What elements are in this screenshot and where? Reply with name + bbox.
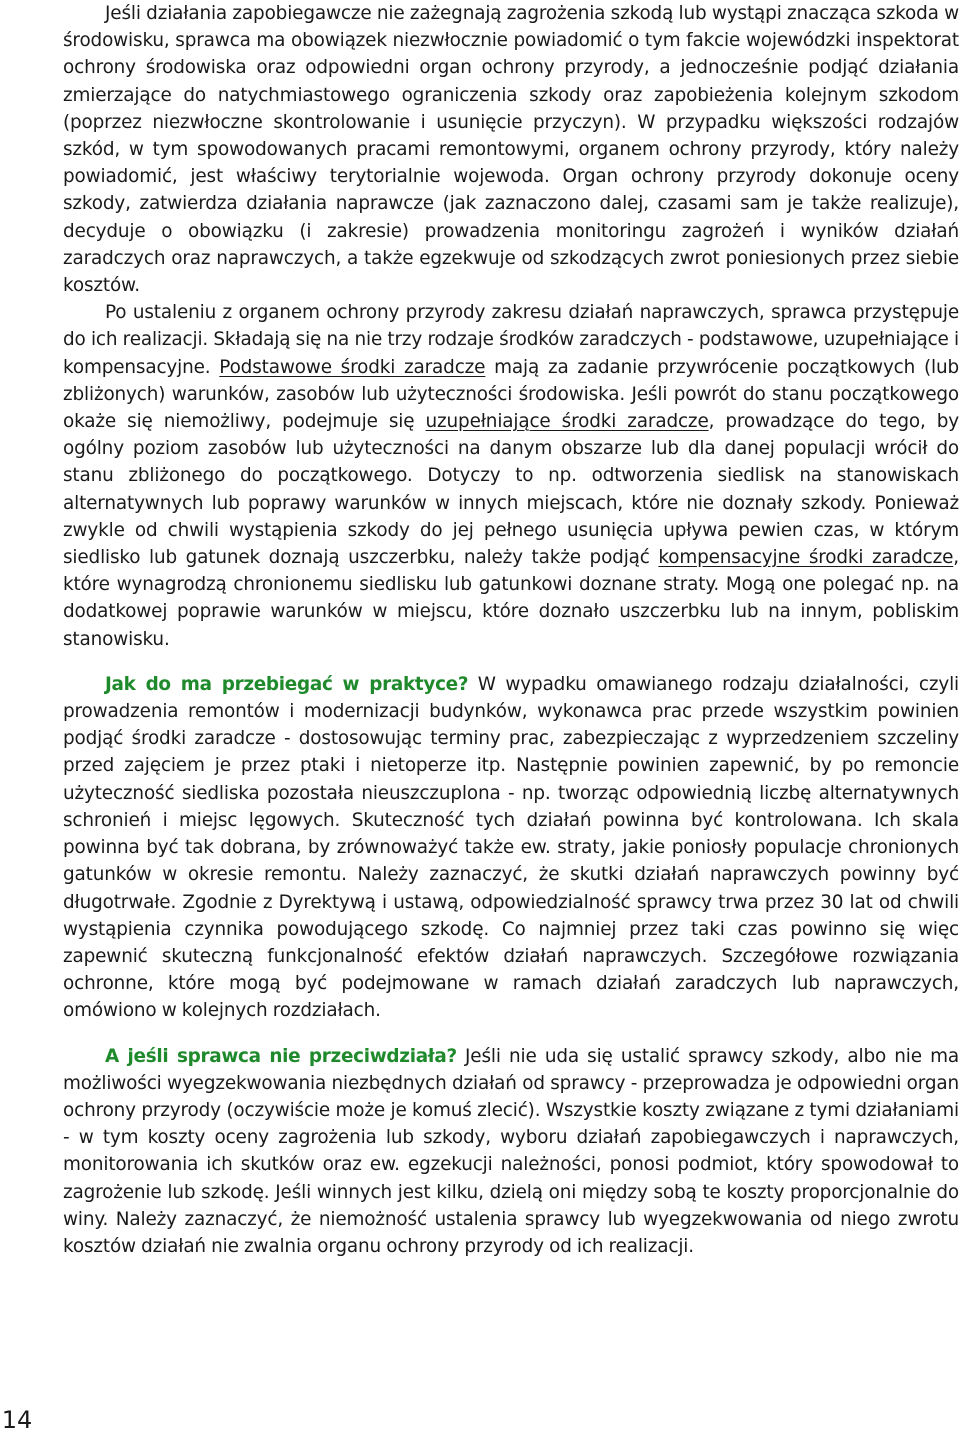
lead-heading-if-no-action: A jeśli sprawca nie przeciwdziała? bbox=[105, 1045, 457, 1067]
paragraph-text: Jeśli nie uda się ustalić sprawcy szkody, albo nie ma możliwości wyegzekwowania niezbędnych działań od sprawcy - przeprowadza je odpowiedni organ ochrony przyrody (oczywiście może je komuś zlecić). Wszystkie koszty związane z tymi działaniami - w tym koszty oceny zagrożenia lub szkody, wyboru działań zapobiegawczych i naprawczych, monitorowania ich skutków oraz ew. egzekucji należności, ponosi podmiot, który spowodował to zagrożenie lub szkodę. Jeśli winnych jest kilku, dzielą oni między sobą te koszty proporcjonalnie do winy. Należy zaznaczyć, że niemożność ustalenia sprawcy lub wyegzekwowania od niego zwrotu kosztów działań nie zwalnia organu ochrony przyrody od ich realizacji. bbox=[63, 1045, 959, 1257]
paragraph-text: , które wynagrodzą chronionemu siedlisku lub gatunkowi doznane straty. Mogą one polegać np. na dodatkowej poprawie warunków w miejscu, które doznało uszczerbku lub na innym, pobliskim stanowisku. bbox=[63, 547, 959, 650]
paragraph-text: Po ustaleniu z organem ochrony przyrody zakresu działań naprawczych, sprawca przystępuje do ich realizacji. Składają się na nie trzy rodzaje środków zaradczych - podstawowe, uzupełniające i kompensacyjne. bbox=[63, 302, 959, 378]
paragraph-notification-duty bbox=[63, 0, 959, 299]
term-compensatory-remediation: kompensacyjne środki zaradcze bbox=[658, 547, 954, 569]
page-number: 14 bbox=[1, 1406, 33, 1434]
term-complementary-remediation: uzupełniające środki zaradcze bbox=[425, 411, 709, 433]
paragraph-text: W wypadku omawianego rodzaju działalności, czyli prowadzenia remontów i modernizacji budynków, wykonawca prac przede wszystkim powinien podjąć środki zaradcze - dostosowując terminy prac, zabezpieczając z wyprzedzeniem szczeliny przed zajęciem je przez ptaki i nietoperze itp. Następnie powinien zapewnić, by po remoncie użyteczność siedliska pozostała nieuszczuplona - np. tworząc odpowiednią liczbę alternatywnych schronień i miejsc lęgowych. Skuteczność tych działań powinna być kontrolowana. Ich skala powinna być tak dobrana, by zrównoważyć także ew. straty, jakie poniosły populacje chronionych gatunków w okresie remontu. Należy zaznaczyć, że skutki działań naprawczych powinny być długotrwałe. Zgodnie z Dyrektywą i ustawą, odpowiedzialność sprawcy trwa przez 30 lat od chwili wystąpienia czynnika powodującego szkodę. Co najmniej przez taki czas powinno się więc zapewnić skuteczną funkcjonalność efektów działań naprawczych. Szczegółowe rozwiązania ochronne, które mogą być podejmowane w ramach działań zaradczych lub naprawczych, omówiono w kolejnych rozdziałach. bbox=[63, 673, 959, 1022]
paragraph-text: mają za zadanie przywrócenie początkowych (lub zbliżonych) warunków, zasobów lub użyteczności środowiska. Jeśli powrót do stanu początkowego okaże się niemożliwy, podejmuje się bbox=[63, 356, 959, 433]
paragraph-in-practice bbox=[63, 671, 959, 1025]
lead-heading-in-practice: Jak do ma przebiegać w praktyce? bbox=[105, 673, 469, 695]
term-primary-remediation: Podstawowe środki zaradcze bbox=[219, 356, 486, 378]
paragraph-text: , prowadzące do tego, by ogólny poziom zasobów lub użyteczności na danym obszarze lub dla danej populacji wrócił do stanu zbliżonego do początkowego. Dotyczy to np. odtworzenia siedlisk na stanowiskach alternatywnych lub poprawy warunków w innych miejscach, które nie doznały szkody. Ponieważ zwykle od chwili wystąpienia szkody do jej pełnego usunięcia upływa pewien czas, w którym siedlisko lub gatunek doznają uszczerbku, należy także podjąć bbox=[63, 411, 959, 569]
paragraph-remedial-measures bbox=[63, 299, 959, 653]
paragraph-if-no-action bbox=[63, 1043, 959, 1261]
text-column bbox=[63, 0, 959, 1260]
paragraph-text: Jeśli działania zapobiegawcze nie zażegnają zagrożenia szkodą lub wystąpi znacząca szkoda w środowisku, sprawca ma obowiązek niezwłocznie powiadomić o tym fakcie wojewódzki inspektorat ochrony środowiska oraz odpowiedni organ ochrony przyrody, a jednocześnie podjąć działania zmierzające do natychmiastowego ograniczenia szkody oraz zapobieżenia kolejnym szkodom (poprzez niezwłoczne skontrolowanie i usunięcie przyczyn). W przypadku większości rodzajów szkód, w tym spowodowanych pracami remontowymi, organem ochrony przyrody, który należy powiadomić, jest właściwy terytorialnie wojewoda. Organ ochrony przyrody dokonuje oceny szkody, zatwierdza działania naprawcze (jak zaznaczono dalej, czasami sam je także realizuje), decyduje o obowiązku (i zakresie) prowadzenia monitoringu zagrożeń i wyników działań zaradczych oraz naprawczych, a także egzekwuje od szkodzących zwrot poniesionych przez siebie kosztów. bbox=[63, 3, 959, 297]
